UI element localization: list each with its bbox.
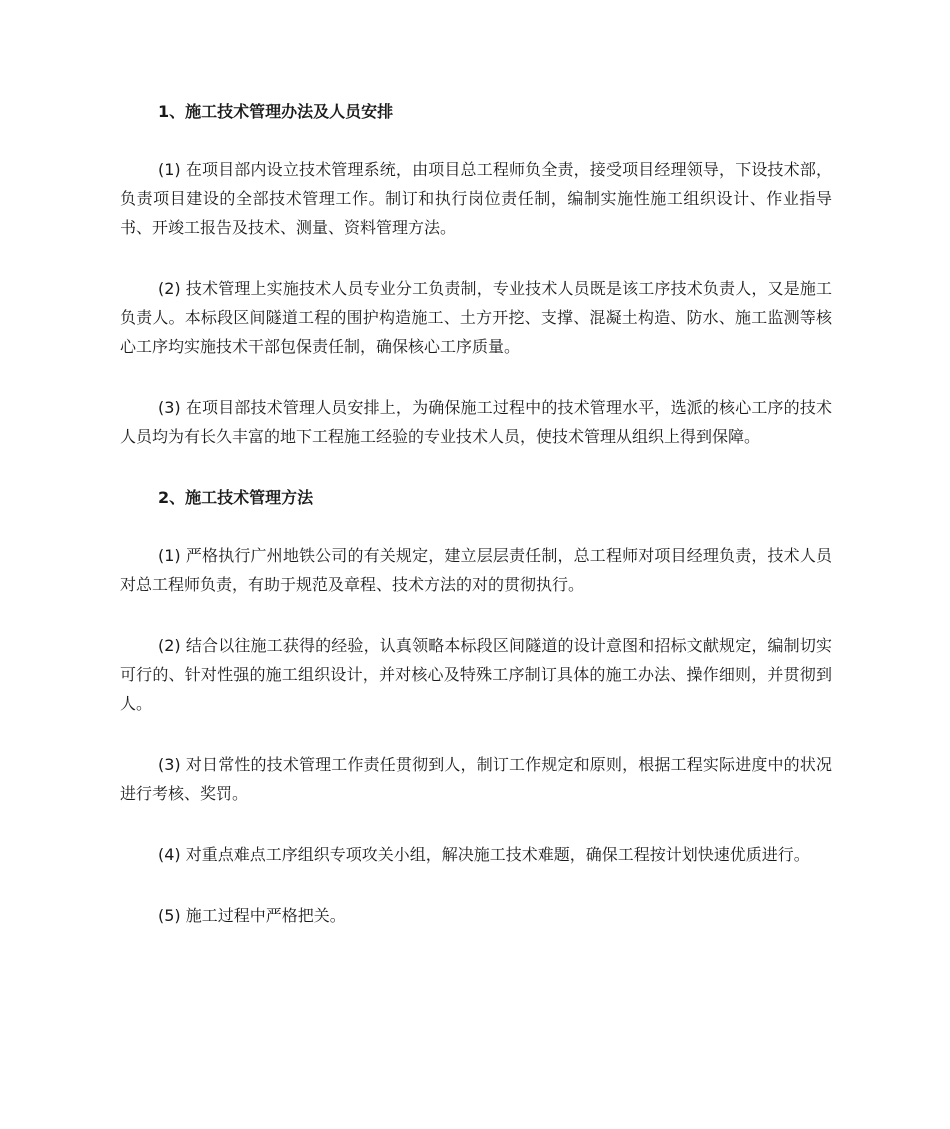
paragraph: (2) 结合以往施工获得的经验，认真领略本标段区间隧道的设计意图和招标文献规定，编制切实可行的、针对性强的施工组织设计，并对核心及特殊工序制订具体的施工办法、操作细则，并贯彻到人。 [120, 636, 832, 713]
paragraph: (3) 在项目部技术管理人员安排上，为确保施工过程中的技术管理水平，选派的核心工序的技术人员均为有长久丰富的地下工程施工经验的专业技术人员，使技术管理从组织上得到保障。 [120, 398, 832, 446]
paragraph: (3) 对日常性的技术管理工作责任贯彻到人，制订工作规定和原则，根据工程实际进度中的状况进行考核、奖罚。 [120, 755, 832, 803]
section-heading-2: 2、施工技术管理方法 [158, 488, 314, 507]
paragraph: (1) 严格执行广州地铁公司的有关规定，建立层层责任制，总工程师对项目经理负责，技术人员对总工程师负责，有助于规范及章程、技术方法的对的贯彻执行。 [120, 546, 832, 594]
paragraph: (2) 技术管理上实施技术人员专业分工负责制，专业技术人员既是该工序技术负责人，又是施工负责人。本标段区间隧道工程的围护构造施工、土方开挖、支撑、混凝土构造、防水、施工监测等核心工序均实施技术干部包保责任制，确保核心工序质量。 [120, 279, 832, 356]
paragraph: (4) 对重点难点工序组织专项攻关小组，解决施工技术难题，确保工程按计划快速优质进行。 [158, 845, 810, 864]
paragraph: (5) 施工过程中严格把关。 [158, 906, 346, 925]
paragraph: (1) 在项目部内设立技术管理系统，由项目总工程师负全责，接受项目经理领导，下设技术部，负责项目建设的全部技术管理工作。制订和执行岗位责任制，编制实施性施工组织设计、作业指导书、开竣工报告及技术、测量、资料管理方法。 [120, 160, 832, 237]
section-heading-1: 1、施工技术管理办法及人员安排 [158, 102, 394, 121]
document-body [120, 97, 832, 930]
